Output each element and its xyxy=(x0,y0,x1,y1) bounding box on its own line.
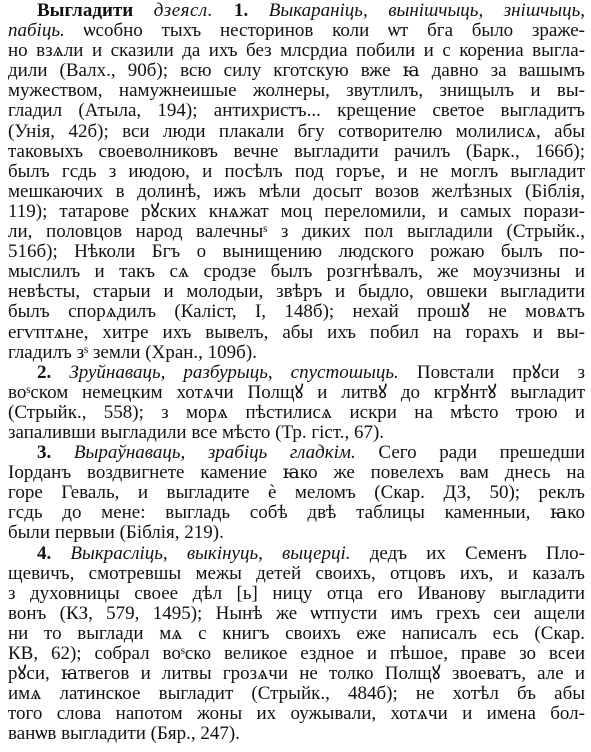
part-of-speech: дзеясл. xyxy=(153,0,234,21)
text-line xyxy=(8,21,585,41)
text-line-content xyxy=(8,101,585,121)
citation-text: гсдь до мене: выгладь собѣ двѣ таблицы каменныи, ꙗко xyxy=(8,502,585,524)
text-line xyxy=(8,544,585,564)
text-line xyxy=(8,81,585,101)
citation-text: дили (Валх., 90б); всю силу кготскую вже ꙗ давно за вашымъ xyxy=(8,60,585,82)
text-line-content xyxy=(8,343,257,363)
citation-text: дедъ их Семенъ Пло- xyxy=(369,542,586,564)
citation-text: Сего ради прешедши xyxy=(378,442,586,464)
text-line xyxy=(8,383,585,403)
text-line-content xyxy=(37,363,585,383)
text-line-content xyxy=(8,624,585,644)
citation-text: вонъ (КЗ, 579, 1495); Нынѣ же ѡтпусти имъ грехъ сеи ащели xyxy=(8,602,585,624)
text-line-content xyxy=(8,222,585,242)
text-line-content xyxy=(8,383,585,403)
text-line-content xyxy=(8,202,585,222)
citation-text: былъ спорѧдилъ (Каліст, І, 148б); нехай прошꙋ не мовѧтъ xyxy=(8,301,585,323)
text-line-content xyxy=(8,21,585,41)
text-line-content xyxy=(8,403,585,423)
citation-text: ни то выглади мѧ с книгъ своихъ еже написалъ есь (Скар. xyxy=(8,622,585,644)
citation-text: рꙋси, ꙗтвегов и литвы грозѧчи не толко Полщꙋ звоеватъ, але и xyxy=(8,663,585,685)
citation-text: того слова напотом жоны их оужывали, хотѧчи и имена бол- xyxy=(8,703,585,725)
text-line-content xyxy=(8,282,585,302)
citation-text: (Унія, 42б); вси люди плакали бгу сотворителю молилисѧ, абы xyxy=(8,120,585,142)
text-line-content xyxy=(8,122,585,142)
headword: Выгладити xyxy=(37,0,154,21)
text-line-content xyxy=(8,523,224,543)
text-line xyxy=(8,724,585,744)
text-line xyxy=(8,523,585,543)
citation-text: (Стрыйк., 558); з морѧ пѣстилисѧ искри на мѣсто трою и xyxy=(8,401,585,423)
sense-definition: Выраўнаваць, зрабіць гладкім. xyxy=(73,442,379,464)
citation-text: запаливши выгладили все мѣсто (Тр. гіст., 67). xyxy=(8,421,385,443)
text-line-content xyxy=(8,724,240,744)
text-line-content xyxy=(8,302,585,322)
text-line-content xyxy=(37,544,585,564)
sense-number: 2. xyxy=(37,361,70,383)
text-line xyxy=(8,463,585,483)
citation-text: 119); татарове рꙋских кнѧжат моц переломили, и самых порази- xyxy=(8,200,585,222)
text-line xyxy=(8,564,585,584)
text-line-content xyxy=(8,463,585,483)
citation-text: ѡсобно тыхъ несторинов коли ѡт бга было зраже- xyxy=(83,20,585,42)
text-line xyxy=(8,503,585,523)
text-line-content xyxy=(8,323,585,343)
citation-text: щевичъ, смотревшы межы детей своихъ, отцовъ ихъ, и казалъ xyxy=(8,562,585,584)
text-line-content xyxy=(8,704,585,724)
citation-text: з духовницы своее дѣл [ь] ницу отца его Иванову выгладити xyxy=(8,582,585,604)
text-line-content xyxy=(8,182,585,202)
text-line-content xyxy=(8,584,585,604)
text-line-content xyxy=(8,262,585,282)
citation-text: Іорданъ воздвигнете камение ꙗко же повелехъ вам днесь на xyxy=(8,462,585,484)
text-line xyxy=(8,343,585,363)
text-line xyxy=(8,302,585,322)
text-line-content xyxy=(8,483,585,503)
citation-text: но взѧли и сказили да ихъ без млсрдиа побили и с корениа выгла- xyxy=(8,40,585,62)
text-line xyxy=(8,704,585,724)
text-line xyxy=(8,1,585,21)
text-line xyxy=(8,604,585,624)
citation-text: былъ гсдь з июдою, и посѣлъ под горъе, и не моглъ выгладит xyxy=(8,160,585,182)
text-line xyxy=(8,644,585,664)
citation-text: егѵптѧне, хитре ихъ вывелъ, абы ихъ побил на горахъ и вы- xyxy=(8,321,585,343)
citation-text: мешкаючих в долинѣ, ижъ мѣли досыт возов желѣзных (Біблія, xyxy=(8,180,585,202)
text-line xyxy=(8,202,585,222)
citation-text: горе Геваль, и выгладите ѐ меломъ (Скар. ДЗ, 50); реклъ xyxy=(8,482,585,504)
citation-text: мужеством, намужнеишые жолнеры, звутлилъ, знищылъ и вы- xyxy=(8,80,585,102)
text-line xyxy=(8,684,585,704)
text-line-content xyxy=(8,503,585,523)
text-line-content xyxy=(8,162,585,182)
sense-definition: Выкрасліць, выкінуць, выцерці. xyxy=(70,542,370,564)
citation-text: ванѡв выгладити (Бяр., 247). xyxy=(8,723,240,745)
citation-text: КВ, 62); собрал воˢско великое ездное и пѣшое, праве зо всеи xyxy=(8,643,585,664)
text-line-content xyxy=(8,604,585,624)
citation-text: воˢском немецким хотѧчи Полщꙋ и литвꙋ до кгрꙋнтꙋ выгладит xyxy=(8,381,585,403)
text-line xyxy=(8,423,585,443)
text-line xyxy=(8,403,585,423)
text-line-content xyxy=(37,443,585,463)
citation-text: Повстали прꙋси з xyxy=(416,361,586,383)
sense-number: 1. xyxy=(233,0,269,21)
text-line xyxy=(8,282,585,302)
text-line-content xyxy=(8,61,585,81)
text-line xyxy=(8,624,585,644)
sense-definition: Выкараніць, вынішчыць, знішчыць, xyxy=(268,0,585,21)
citation-text: были первыи (Біблія, 219). xyxy=(8,522,224,544)
text-line-content xyxy=(8,423,384,443)
text-line xyxy=(8,182,585,202)
citation-text: имѧ латинское выгладит (Стрыйк., 484б); не хотѣл бъ абы xyxy=(8,683,585,705)
sense-number: 3. xyxy=(37,442,74,464)
text-line-content xyxy=(8,81,585,101)
text-line xyxy=(8,242,585,262)
sense-definition: Зруйнаваць, разбурыць, спустошыць. xyxy=(69,361,417,383)
dictionary-entry xyxy=(8,1,585,744)
text-line xyxy=(8,222,585,242)
text-line xyxy=(8,122,585,142)
text-line-content xyxy=(8,564,585,584)
citation-text: 516б); Нѣколи Бгъ о вынищению людского рожаю былъ по- xyxy=(8,241,585,263)
citation-text: таковыхъ своеволниковъ вечне выгладити рачилъ (Барк., 166б); xyxy=(8,140,585,162)
text-line xyxy=(8,323,585,343)
text-line xyxy=(8,41,585,61)
citation-text: невѣсты, старыи и молодыи, звѣръ и быдло, овшеки выгладити xyxy=(8,281,585,303)
text-line xyxy=(8,262,585,282)
sense-number: 4. xyxy=(37,542,71,564)
text-line xyxy=(8,443,585,463)
text-line-content xyxy=(8,142,585,162)
citation-text: ли, половцов народ валечныˢ з диких пол выгладили (Стрыйк., xyxy=(8,221,585,243)
text-line xyxy=(8,483,585,503)
text-line xyxy=(8,363,585,383)
text-line xyxy=(8,584,585,604)
text-line-content xyxy=(37,1,585,21)
citation-text: мыслилъ и такъ сѧ сродзе былъ розгнѣвалъ, же моузчизны и xyxy=(8,261,585,283)
text-line-content xyxy=(8,41,585,61)
text-line xyxy=(8,101,585,121)
text-line xyxy=(8,162,585,182)
text-line-content xyxy=(8,242,585,262)
text-line-content xyxy=(8,644,585,664)
text-line-content xyxy=(8,664,585,684)
text-line xyxy=(8,142,585,162)
sense-definition: пабіць. xyxy=(8,20,84,42)
text-line xyxy=(8,664,585,684)
citation-text: гладил (Атыла, 194); антихристъ... крещение светое выгладитъ xyxy=(8,100,585,122)
text-line-content xyxy=(8,684,585,704)
text-line xyxy=(8,61,585,81)
citation-text: гладилъ зˢ земли (Хран., 109б). xyxy=(8,341,257,363)
